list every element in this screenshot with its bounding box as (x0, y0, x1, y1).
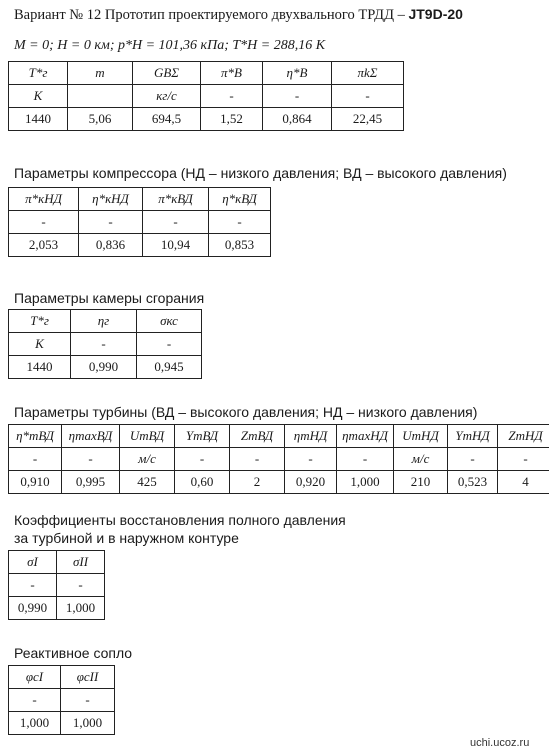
general-parameters-table (8, 61, 404, 131)
unit-cell: - (9, 574, 57, 597)
unit-cell: - (57, 574, 105, 597)
table-units-row (9, 574, 105, 597)
turbine-heading: Параметры турбины (ВД – высокого давления; НД – низкого давления) (14, 404, 478, 420)
header-cell: T*г (9, 310, 71, 333)
value-cell: 1,000 (9, 712, 61, 735)
header-cell: ZтВД (230, 425, 285, 448)
value-cell: 0,995 (62, 471, 120, 494)
value-cell: 0,910 (9, 471, 62, 494)
unit-cell: К (9, 85, 68, 108)
header-cell: η*В (263, 62, 332, 85)
value-cell: 10,94 (143, 234, 209, 257)
header-cell: m (68, 62, 133, 85)
unit-cell: - (137, 333, 202, 356)
table-units-row (9, 689, 115, 712)
value-cell: 1,000 (337, 471, 394, 494)
table-values-row (9, 597, 105, 620)
value-cell: 0,990 (71, 356, 137, 379)
header-cell: φcI (9, 666, 61, 689)
header-cell: ηmахНД (337, 425, 394, 448)
value-cell: 1440 (9, 108, 68, 131)
table-values-row (9, 471, 549, 494)
unit-cell: - (143, 211, 209, 234)
value-cell: 0,920 (285, 471, 337, 494)
table-values-row (9, 234, 271, 257)
header-cell: π*В (201, 62, 263, 85)
recovery-heading-line1: Коэффициенты восстановления полного давления (14, 512, 346, 528)
value-cell: 2,053 (9, 234, 79, 257)
value-cell: 1,52 (201, 108, 263, 131)
nozzle-table (8, 665, 115, 735)
value-cell: 5,06 (68, 108, 133, 131)
header-cell: UтНД (394, 425, 448, 448)
unit-cell: - (332, 85, 404, 108)
value-cell: 2 (230, 471, 285, 494)
value-cell: 0,853 (209, 234, 271, 257)
combustion-table (8, 309, 202, 379)
unit-cell: - (9, 689, 61, 712)
unit-cell: м/с (120, 448, 175, 471)
unit-cell: - (175, 448, 230, 471)
header-cell: σкс (137, 310, 202, 333)
unit-cell: - (71, 333, 137, 356)
value-cell: 425 (120, 471, 175, 494)
unit-cell: - (230, 448, 285, 471)
table-header-row (9, 551, 105, 574)
unit-cell: - (285, 448, 337, 471)
header-cell: ηmахВД (62, 425, 120, 448)
table-values-row (9, 356, 202, 379)
header-cell: η*кНД (79, 188, 143, 211)
turbine-table (8, 424, 549, 494)
header-cell: πkΣ (332, 62, 404, 85)
unit-cell: - (498, 448, 549, 471)
unit-cell: м/с (394, 448, 448, 471)
value-cell: 0,836 (79, 234, 143, 257)
unit-cell: - (209, 211, 271, 234)
value-cell: 1,000 (57, 597, 105, 620)
header-cell: T*г (9, 62, 68, 85)
value-cell: 0,523 (448, 471, 498, 494)
value-cell: 1,000 (61, 712, 115, 735)
recovery-heading-line2: за турбиной и в наружном контуре (14, 530, 239, 546)
table-values-row (9, 712, 115, 735)
unit-cell (68, 85, 133, 108)
table-header-row (9, 310, 202, 333)
value-cell: 22,45 (332, 108, 404, 131)
unit-cell: кг/с (133, 85, 201, 108)
table-header-row (9, 62, 404, 85)
unit-cell: - (448, 448, 498, 471)
table-units-row (9, 448, 549, 471)
table-units-row (9, 333, 202, 356)
unit-cell: - (201, 85, 263, 108)
unit-cell: - (263, 85, 332, 108)
unit-cell: - (9, 211, 79, 234)
table-header-row (9, 188, 271, 211)
value-cell: 0,60 (175, 471, 230, 494)
header-cell: η*кВД (209, 188, 271, 211)
document-title: Вариант № 12 Прототип проектируемого двухвального ТРДД – JT9D-20 (14, 6, 463, 23)
value-cell: 0,990 (9, 597, 57, 620)
nozzle-heading: Реактивное сопло (14, 645, 133, 661)
unit-cell: - (9, 448, 62, 471)
flight-conditions: M = 0; H = 0 км; p*Н = 101,36 кПа; T*Н = 288,16 К (14, 38, 325, 53)
unit-cell: - (337, 448, 394, 471)
table-header-row (9, 425, 549, 448)
header-cell: YтНД (448, 425, 498, 448)
header-cell: φcII (61, 666, 115, 689)
header-cell: YтВД (175, 425, 230, 448)
recovery-table (8, 550, 105, 620)
header-cell: σI (9, 551, 57, 574)
header-cell: π*кНД (9, 188, 79, 211)
header-cell: UтВД (120, 425, 175, 448)
compressor-heading: Параметры компрессора (НД – низкого давления; ВД – высокого давления) (14, 165, 507, 181)
header-cell: ηг (71, 310, 137, 333)
table-values-row (9, 108, 404, 131)
unit-cell: - (79, 211, 143, 234)
value-cell: 210 (394, 471, 448, 494)
unit-cell: - (61, 689, 115, 712)
value-cell: 0,864 (263, 108, 332, 131)
header-cell: σII (57, 551, 105, 574)
unit-cell: К (9, 333, 71, 356)
combustion-heading: Параметры камеры сгорания (14, 290, 205, 306)
header-cell: ZтНД (498, 425, 549, 448)
value-cell: 694,5 (133, 108, 201, 131)
value-cell: 1440 (9, 356, 71, 379)
unit-cell: - (62, 448, 120, 471)
table-header-row (9, 666, 115, 689)
value-cell: 4 (498, 471, 549, 494)
table-units-row (9, 85, 404, 108)
compressor-table (8, 187, 271, 257)
header-cell: ηтНД (285, 425, 337, 448)
header-cell: π*кВД (143, 188, 209, 211)
header-cell: GВΣ (133, 62, 201, 85)
value-cell: 0,945 (137, 356, 202, 379)
watermark: uchi.ucoz.ru (470, 737, 530, 749)
header-cell: η*тВД (9, 425, 62, 448)
table-units-row (9, 211, 271, 234)
